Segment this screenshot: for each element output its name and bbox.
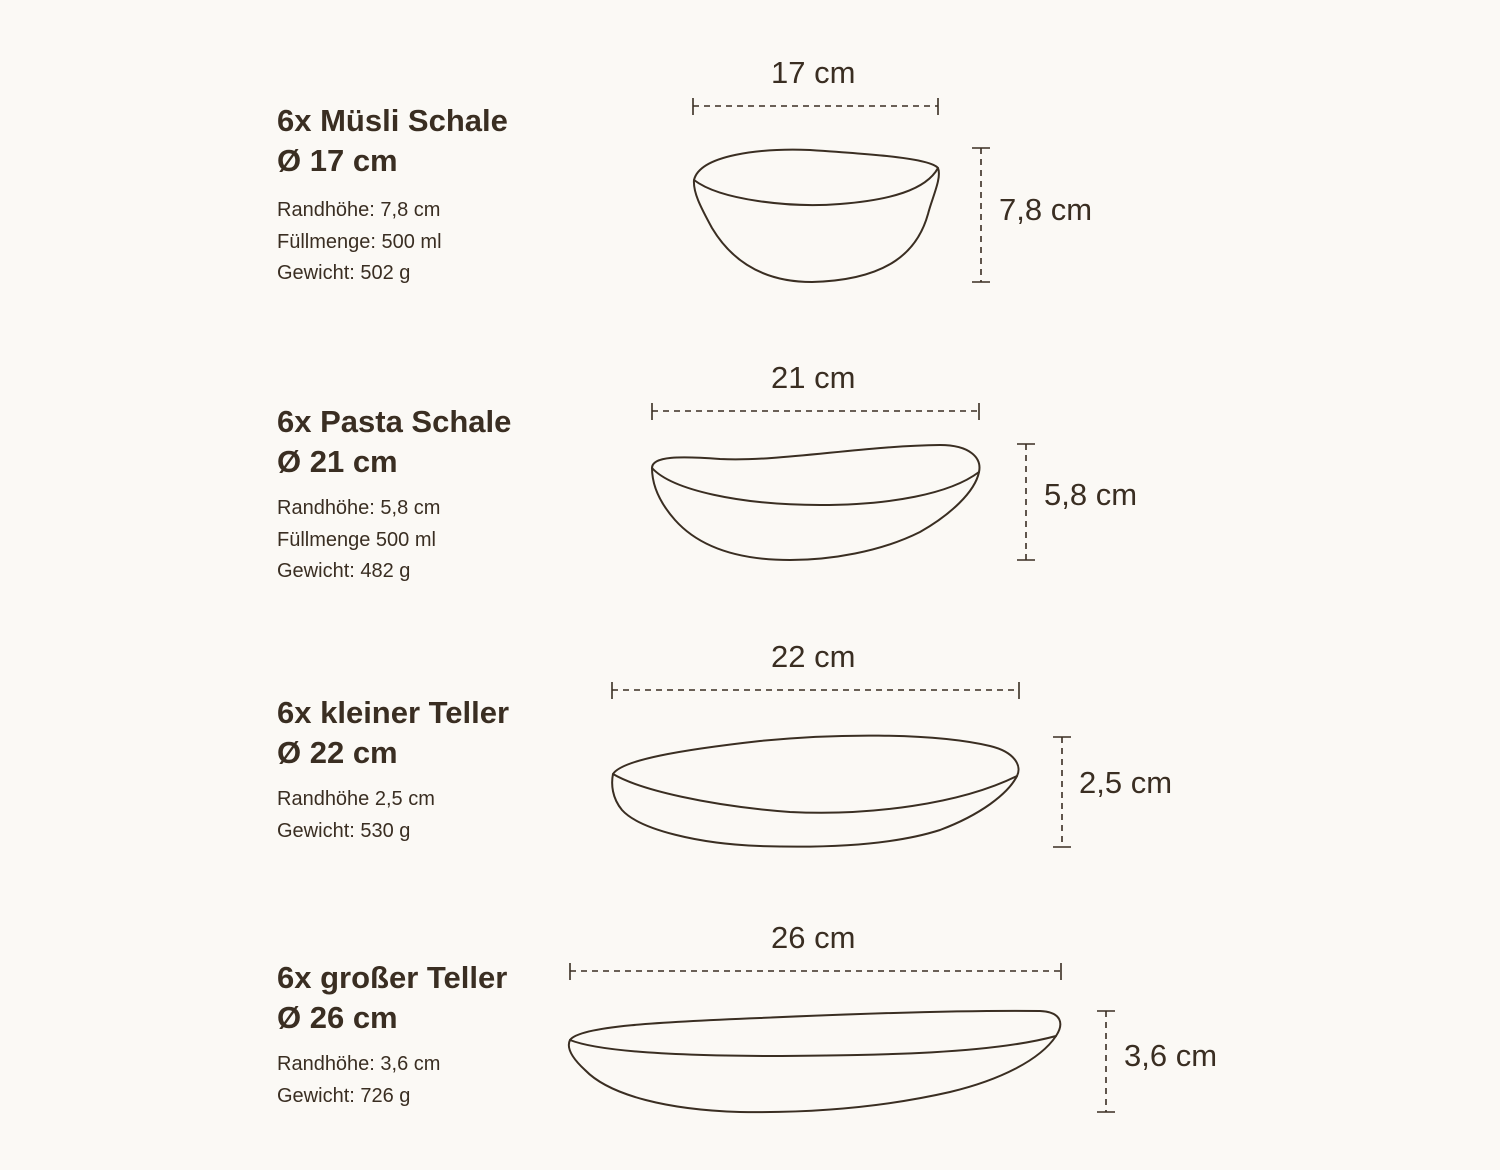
width-dimension-line	[570, 963, 1061, 980]
bowl-outline	[652, 445, 979, 560]
spec-capacity: Füllmenge 500 ml	[277, 528, 436, 551]
product-name: 6x kleiner Teller	[277, 695, 510, 730]
height-dimension-line	[1053, 737, 1071, 847]
plate-outline	[569, 1011, 1061, 1112]
product-name: 6x Müsli Schale	[277, 103, 508, 138]
product-diameter: Ø 17 cm	[277, 143, 398, 178]
spec-rim-height: Randhöhe: 3,6 cm	[277, 1053, 441, 1075]
large-plate-drawing	[569, 963, 1115, 1112]
product-diameter: Ø 21 cm	[277, 444, 398, 479]
spec-rim-height: Randhöhe: 5,8 cm	[277, 497, 441, 519]
spec-weight: Gewicht: 726 g	[277, 1084, 411, 1107]
height-label: 3,6 cm	[1124, 1038, 1218, 1073]
product-diameter: Ø 22 cm	[277, 735, 398, 770]
product-diameter: Ø 26 cm	[277, 1000, 398, 1035]
plate-rim	[570, 1036, 1056, 1056]
pasta-bowl-drawing	[652, 403, 1035, 560]
height-dimension-line	[972, 148, 990, 282]
height-dimension-line	[1097, 1011, 1115, 1112]
spec-rim-height: Randhöhe: 7,8 cm	[277, 199, 441, 221]
height-label: 7,8 cm	[999, 192, 1093, 227]
spec-rim-height: Randhöhe 2,5 cm	[277, 788, 435, 810]
muesli-bowl-drawing	[693, 98, 990, 282]
width-label: 22 cm	[771, 639, 856, 674]
bowl-outline	[694, 150, 939, 282]
spec-weight: Gewicht: 530 g	[277, 819, 411, 842]
bowl-rim	[694, 168, 938, 205]
width-label: 26 cm	[771, 920, 856, 955]
spec-capacity: Füllmenge: 500 ml	[277, 230, 442, 253]
plate-outline	[612, 736, 1018, 847]
width-dimension-line	[612, 682, 1019, 699]
width-dimension-line	[652, 403, 979, 420]
height-label: 5,8 cm	[1044, 477, 1138, 512]
bowl-rim	[652, 468, 979, 505]
height-label: 2,5 cm	[1079, 765, 1173, 800]
width-dimension-line	[693, 98, 938, 115]
height-dimension-line	[1017, 444, 1035, 560]
product-name: 6x Pasta Schale	[277, 404, 512, 439]
spec-weight: Gewicht: 482 g	[277, 560, 411, 582]
product-name: 6x großer Teller	[277, 960, 508, 995]
width-label: 21 cm	[771, 360, 856, 395]
small-plate-drawing	[612, 682, 1071, 847]
width-label: 17 cm	[771, 55, 856, 90]
spec-weight: Gewicht: 502 g	[277, 262, 411, 284]
plate-rim	[613, 774, 1017, 813]
